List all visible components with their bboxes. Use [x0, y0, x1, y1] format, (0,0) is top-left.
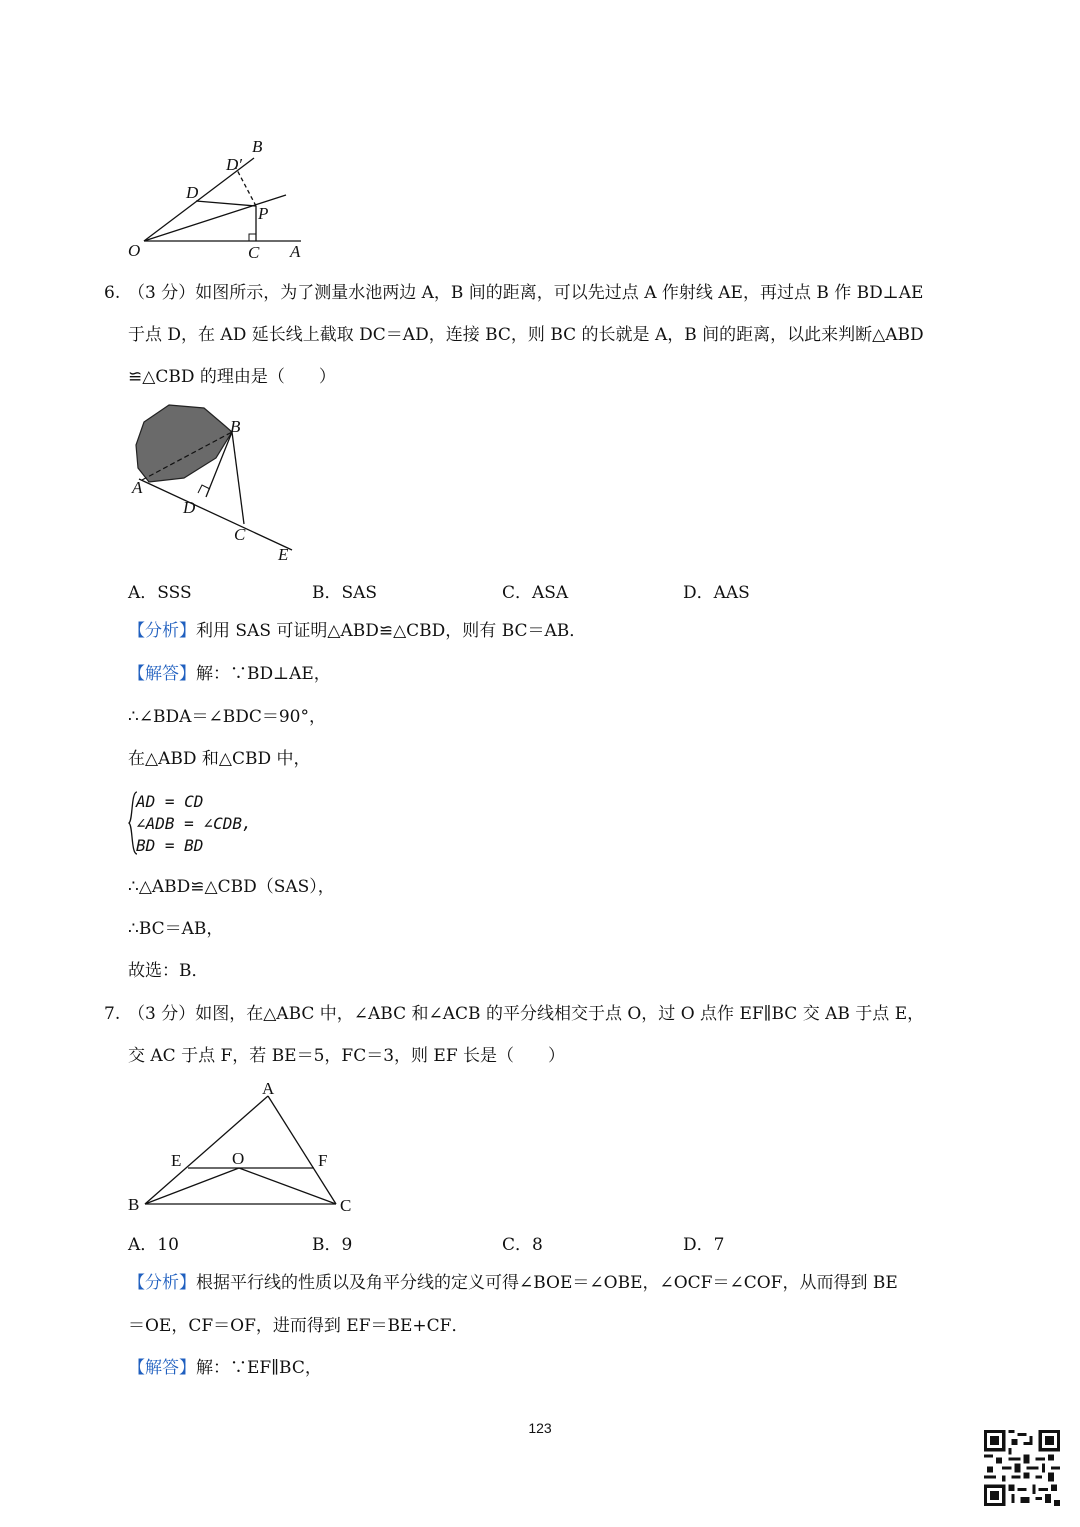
q6-option-a: A．SSS: [128, 583, 192, 603]
figure-triangle: [124, 1078, 364, 1220]
label-D-prime: D′: [226, 155, 242, 174]
question-6-line-2: 于点 D，在 AD 延长线上截取 DC＝AD，连接 BC，则 BC 的长就是 A，B 间的距离，以此来判断△ABD: [128, 325, 924, 345]
question-6-line-1: （3 分）如图所示，为了测量水池两边 A，B 间的距离，可以先过点 A 作射线 AE，再过点 B 作 BD⊥AE: [128, 283, 924, 303]
q7-option-d: D．7: [683, 1235, 725, 1255]
label-C: C: [234, 525, 246, 544]
figure-pond: [124, 400, 324, 568]
q7-answer: [128, 1357, 322, 1379]
q7-option-c: C．8: [502, 1235, 543, 1255]
answer-text: 解：∵EF∥BC，: [196, 1358, 322, 1378]
answer-tag: 【解答】: [128, 1358, 196, 1378]
label-D: D: [183, 498, 196, 517]
analysis-text: 利用 SAS 可证明△ABD≌△CBD，则有 BC＝AB．: [196, 621, 587, 641]
q7-option-b: B．9: [312, 1235, 353, 1255]
answer-tag: 【解答】: [128, 664, 196, 684]
analysis-tag: 【分析】: [128, 1273, 196, 1293]
q6-answer: [128, 663, 331, 685]
equation-row-1: AD = CD: [136, 792, 204, 811]
q7-analysis: [128, 1272, 898, 1294]
q7-analysis-line-2: ＝OE，CF＝OF，进而得到 EF＝BE+CF．: [128, 1316, 469, 1336]
label-C: C: [340, 1196, 352, 1215]
analysis-text: 根据平行线的性质以及角平分线的定义可得∠BOE＝∠OBE，∠OCF＝∠COF，从而得到 BE: [196, 1273, 898, 1293]
question-7-number: 7.: [104, 1004, 121, 1024]
equation-system: [128, 790, 328, 856]
label-F: F: [318, 1151, 328, 1170]
q6-option-d: D．AAS: [683, 583, 750, 603]
label-D: D: [186, 183, 199, 202]
label-O: O: [128, 241, 141, 260]
equation-row-2: ∠ADB = ∠CDB,: [136, 814, 252, 833]
analysis-tag: 【分析】: [128, 621, 196, 641]
q6-step-5: 故选：B．: [128, 961, 209, 981]
label-A: A: [262, 1079, 275, 1098]
q6-step-3: ∴△ABD≌△CBD（SAS），: [128, 877, 335, 897]
label-A: A: [290, 242, 301, 261]
question-6-line-3: ≌△CBD 的理由是（ ）: [128, 367, 336, 387]
q6-option-b: B．SAS: [312, 583, 378, 603]
label-C: C: [248, 243, 260, 262]
question-7-line-2: 交 AC 于点 F，若 BE＝5，FC＝3，则 EF 长是（ ）: [128, 1046, 566, 1066]
answer-text: 解：∵BD⊥AE，: [196, 664, 331, 684]
question-6-number: 6.: [104, 283, 121, 303]
figure-angle-bisector: [124, 138, 314, 263]
label-B: B: [128, 1195, 140, 1214]
q7-option-a: A．10: [128, 1235, 179, 1255]
label-O: O: [232, 1149, 245, 1168]
qr-code-icon: [984, 1430, 1060, 1506]
equation-row-3: BD = BD: [136, 836, 204, 855]
q6-analysis: [128, 620, 586, 642]
label-B: B: [252, 138, 263, 156]
label-B: B: [230, 417, 241, 436]
page-number: 123: [528, 1420, 552, 1436]
q6-step-4: ∴BC＝AB，: [128, 919, 224, 939]
label-E: E: [278, 545, 289, 564]
q6-option-c: C．ASA: [502, 583, 569, 603]
q6-step-2: 在△ABD 和△CBD 中，: [128, 749, 311, 769]
label-A: A: [132, 478, 143, 497]
label-P: P: [258, 204, 269, 223]
q6-step-1: ∴∠BDA＝∠BDC＝90°，: [128, 707, 326, 727]
label-E: E: [171, 1151, 182, 1170]
question-7-line-1: （3 分）如图，在△ABC 中，∠ABC 和∠ACB 的平分线相交于点 O，过 O 点作 EF∥BC 交 AB 于点 E，: [128, 1004, 925, 1024]
